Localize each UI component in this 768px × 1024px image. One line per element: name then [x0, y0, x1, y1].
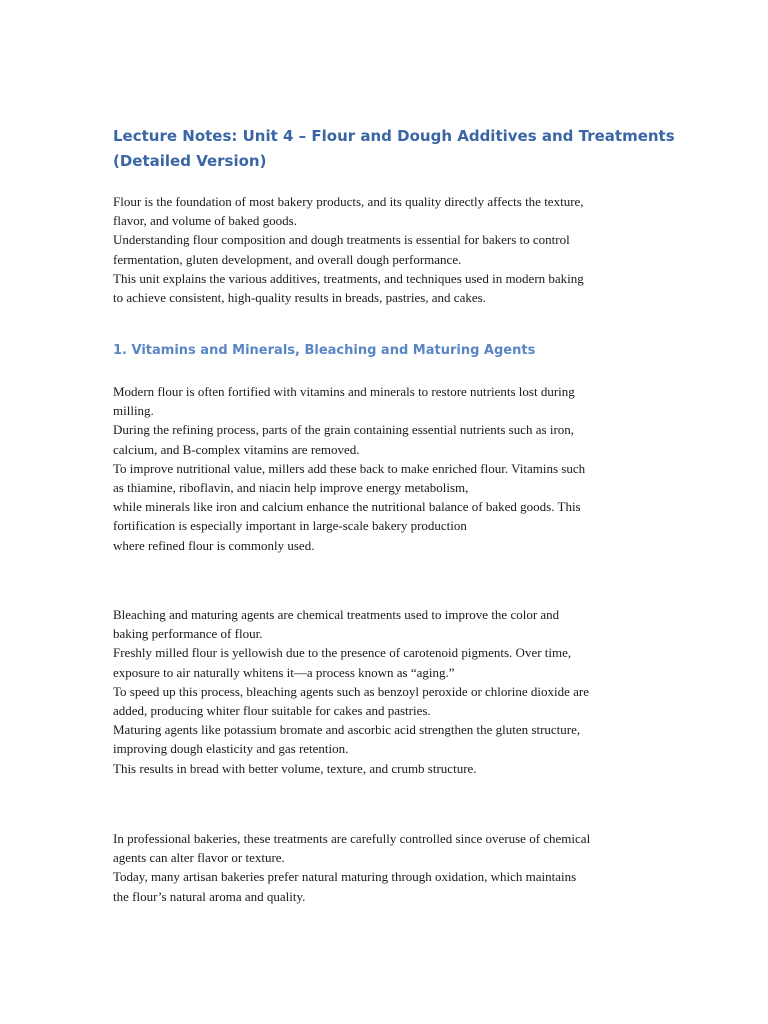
text-line: Bleaching and maturing agents are chemical treatments used to improve the color and: [113, 607, 560, 622]
text-line: Modern flour is often fortified with vitamins and minerals to restore nutrients lost during: [113, 384, 575, 399]
text-line: to achieve consistent, high-quality results in breads, pastries, and cakes.: [113, 290, 486, 306]
text-line: To improve nutritional value, millers add these back to make enriched flour. Vitamins such: [113, 460, 586, 476]
text-line: Freshly milled flour is yellowish due to the presence of carotenoid pigments. Over time,: [113, 645, 572, 661]
text-line: improving dough elasticity and gas retention.: [113, 741, 349, 757]
text-line: During the refining process, parts of the grain containing essential nutrients such as iron,: [113, 422, 575, 438]
text-line: Maturing agents like potassium bromate and ascorbic acid strengthen the gluten structure,: [113, 722, 581, 738]
text-line: baking performance of flour.: [113, 626, 263, 642]
text-line: flavor, and volume of baked goods.: [113, 213, 297, 229]
document-title: [113, 124, 675, 174]
fortification-paragraph: [113, 382, 661, 555]
intro-paragraph: [113, 192, 661, 307]
text-line: milling.: [113, 403, 154, 419]
section-heading: 1. Vitamins and Minerals, Bleaching and Maturing Agents: [113, 343, 536, 358]
text-line: added, producing whiter flour suitable for cakes and pastries.: [113, 703, 431, 719]
text-line: This results in bread with better volume, texture, and crumb structure.: [113, 760, 477, 776]
text-line: while minerals like iron and calcium enhance the nutritional balance of baked goods. This: [113, 499, 581, 515]
text-line: exposure to air naturally whitens it—a process known as “aging.”: [113, 664, 455, 680]
text-line: In professional bakeries, these treatments are carefully controlled since overuse of chemical: [113, 831, 591, 846]
text-line: fortification is especially important in large-scale bakery production: [113, 518, 467, 534]
text-line: the flour’s natural aroma and quality.: [113, 888, 306, 904]
bleaching-paragraph: [113, 605, 661, 778]
text-line: This unit explains the various additives, treatments, and techniques used in modern baking: [113, 270, 584, 286]
text-line: where refined flour is commonly used.: [113, 537, 315, 553]
text-line: Flour is the foundation of most bakery products, and its quality directly affects the texture,: [113, 194, 584, 209]
text-line: as thiamine, riboflavin, and niacin help improve energy metabolism,: [113, 480, 469, 496]
text-line: Today, many artisan bakeries prefer natural maturing through oxidation, which maintains: [113, 869, 577, 885]
text-line: fermentation, gluten development, and overall dough performance.: [113, 251, 462, 267]
text-line: calcium, and B-complex vitamins are removed.: [113, 441, 360, 457]
professional-bakeries-paragraph: [113, 829, 661, 906]
text-line: Understanding flour composition and dough treatments is essential for bakers to control: [113, 232, 570, 248]
title-line: Lecture Notes: Unit 4 – Flour and Dough Additives and Treatments: [113, 127, 675, 145]
title-line: (Detailed Version): [113, 152, 267, 170]
text-line: agents can alter flavor or texture.: [113, 850, 285, 866]
text-line: To speed up this process, bleaching agents such as benzoyl peroxide or chlorine dioxide are: [113, 683, 589, 699]
